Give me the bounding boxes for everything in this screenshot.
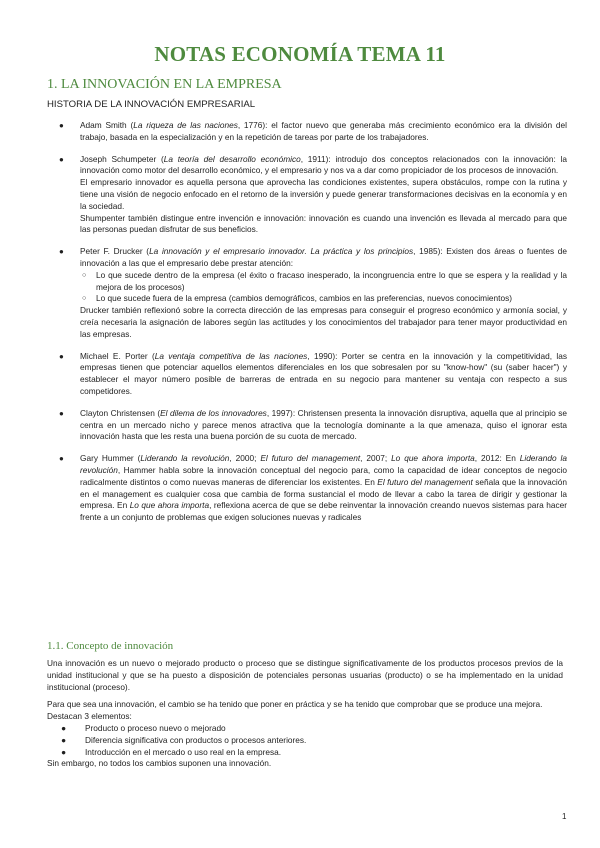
paragraph: El empresario innovador es aquella persona que aprovecha las condiciones existentes, supera obstáculos, rompe con la rutina y tiene una visión de negocio enfocado en el retorno de la inversión y puede generar transformaciones decisivas en la economía y en la sociedad. <box>80 177 567 211</box>
circle-bullet-icon: ○ <box>82 271 87 279</box>
section-heading: 1. LA INNOVACIÓN EN LA EMPRESA <box>47 77 282 92</box>
list-item: ● Peter F. Drucker (La innovación y el empresario innovador. La práctica y los principios, 1985): Existen dos áreas o fuentes de innovación a las que el empresario debe prestar atención: ○ Lo que sucede dentro de la empresa (el éxito o fracaso inesperado, la incongruencia entre lo que se espera y la realidad y la mejora de los procesos) ○ Lo que sucede fuera de la empresa (cambios demográficos, cambios en las preferencias, nuevos conocimientos) Drucker también reflexionó sobre la correcta dirección de las empresas para conseguir el progreso económico y armonía social, y creía necesaria la asignación de labores según las actitudes y los conocimientos del trabajador para tener mayor productividad en las empresas. <box>59 246 567 339</box>
list-item: ● Joseph Schumpeter (La teoría del desarrollo económico, 1911): introdujo dos conceptos relacionados con la innovación: la innovación como motor del desarrollo económico, y el empresario y nos va a dar como propiciador de los procesos de innovación. El empresario innovador es aquella persona que aprovecha las condiciones existentes, supera obstáculos, rompe con la rutina y tiene una visión de negocio enfocado en el retorno de la inversión y puede generar transformaciones decisivas en la economía y en la sociedad. Shumpenter también distingue entre invención e innovación: innovación es cuando una invención es llevada al mercado para que las personas puedan disfrutar de sus beneficios. <box>59 153 567 235</box>
elements-list <box>47 723 563 758</box>
paragraph: Destacan 3 elementos: <box>47 711 132 722</box>
paragraph: Para que sea una innovación, el cambio se ha tenido que poner en práctica y se ha tenido que comprobar que se produce una mejora. <box>47 699 543 710</box>
sub-list <box>80 270 567 305</box>
document-title: NOTAS ECONOMÍA TEMA 11 <box>154 42 446 66</box>
concept-section <box>47 658 563 776</box>
subsection-heading: HISTORIA DE LA INNOVACIÓN EMPRESARIAL <box>47 99 256 110</box>
list-item: ● Michael E. Porter (La ventaja competitiva de las naciones, 1990): Porter se centra en la innovación y la competitividad, las empresas tienen que potenciar aquellos elementos diferenciales en los que sobresalen por su "know-how" (su (saber hacer") y establecer el mayor número posible de barreras de entrada en su negocio para mantener su ventaja con respecto a sus competidores. <box>59 350 567 396</box>
circle-bullet-icon: ○ <box>82 295 87 303</box>
bullet-icon: ● <box>61 722 67 733</box>
paragraph: Shumpenter también distingue entre invención e innovación: innovación es cuando una invención es llevada al mercado para que las personas puedan disfrutar de sus beneficios. <box>80 212 567 235</box>
sub-list-item: ○ Lo que sucede dentro de la empresa (el éxito o fracaso inesperado, la incongruencia entre lo que se espera y la realidad y la mejora de los procesos) <box>82 269 567 292</box>
bullet-icon: ● <box>61 746 67 757</box>
list-item: ● Gary Hummer (Liderando la revolución, 2000; El futuro del management, 2007; Lo que ahora importa, 2012: En Liderando la revolución, Hammer habla sobre la innovación conceptual del negocio para, como la capacidad de idear conceptos de negocio radicalmente distintos o como nuevas maneras de diferenciar los existentes. En El futuro del management señala que la innovación en el management es cualquier cosa que cambia de forma sustancial el modo de llevar a cabo la tarea de dirigir y gestionar la empresa. En Lo que ahora importa, reflexiona acerca de que se debe reinventar la innovación creando nuevos sistemas para hacer frente a un conjunto de problemas que exigen soluciones nuevas y radicales <box>59 453 568 523</box>
list-item: ● Clayton Christensen (El dilema de los innovadores, 1997): Christensen presenta la innovación disruptiva, aquella que al principio se centra en un mercado nicho y parece menos atractiva que la tecnología dominante a la que amenaza, quiso el ignorar esta innovación hasta que les resta una buena porción de su cuota de mercado. <box>59 407 567 442</box>
bullet-icon: ● <box>59 121 64 130</box>
list-item: ● Introducción en el mercado o uso real en la empresa. <box>61 746 282 757</box>
bullet-icon: ● <box>59 351 64 361</box>
bullet-icon: ● <box>59 454 64 464</box>
paragraph: Sin embargo, no todos los cambios suponen una innovación. <box>47 758 272 769</box>
bullet-icon: ● <box>59 154 64 164</box>
sub-list-item: ○ Lo que sucede fuera de la empresa (cambios demográficos, cambios en las preferencias, nuevos conocimientos) <box>82 293 512 304</box>
paragraph: Drucker también reflexionó sobre la correcta dirección de las empresas para conseguir el progreso económico y armonía social, y creía necesaria la asignación de labores según las actitudes y los conocimientos del trabajador para tener mayor productividad en las empresas. <box>80 305 567 339</box>
history-list <box>47 120 567 534</box>
bullet-icon: ● <box>59 247 64 257</box>
bullet-icon: ● <box>61 734 67 745</box>
list-item: ● Adam Smith (La riqueza de las naciones, 1776): el factor nuevo que generaba más crecimiento económico era la división del trabajo, basada en la especialización y en la repetición de tareas por parte de los trabajadores. <box>59 120 567 142</box>
paragraph: Una innovación es un nuevo o mejorado producto o proceso que se distingue significativamente de los productos procesos previos de la unidad institucional y que se ha puesto a disposición de potenciales personas usuarias (producto) o se ha implementado en la unidad institucional (proceso). <box>47 658 563 692</box>
page-number: 1 <box>562 812 567 821</box>
list-item: ● Producto o proceso nuevo o mejorado <box>61 722 226 733</box>
list-item: ● Diferencia significativa con productos o procesos anteriores. <box>61 734 307 745</box>
bullet-icon: ● <box>59 408 64 418</box>
concept-heading: 1.1. Concepto de innovación <box>47 640 174 652</box>
